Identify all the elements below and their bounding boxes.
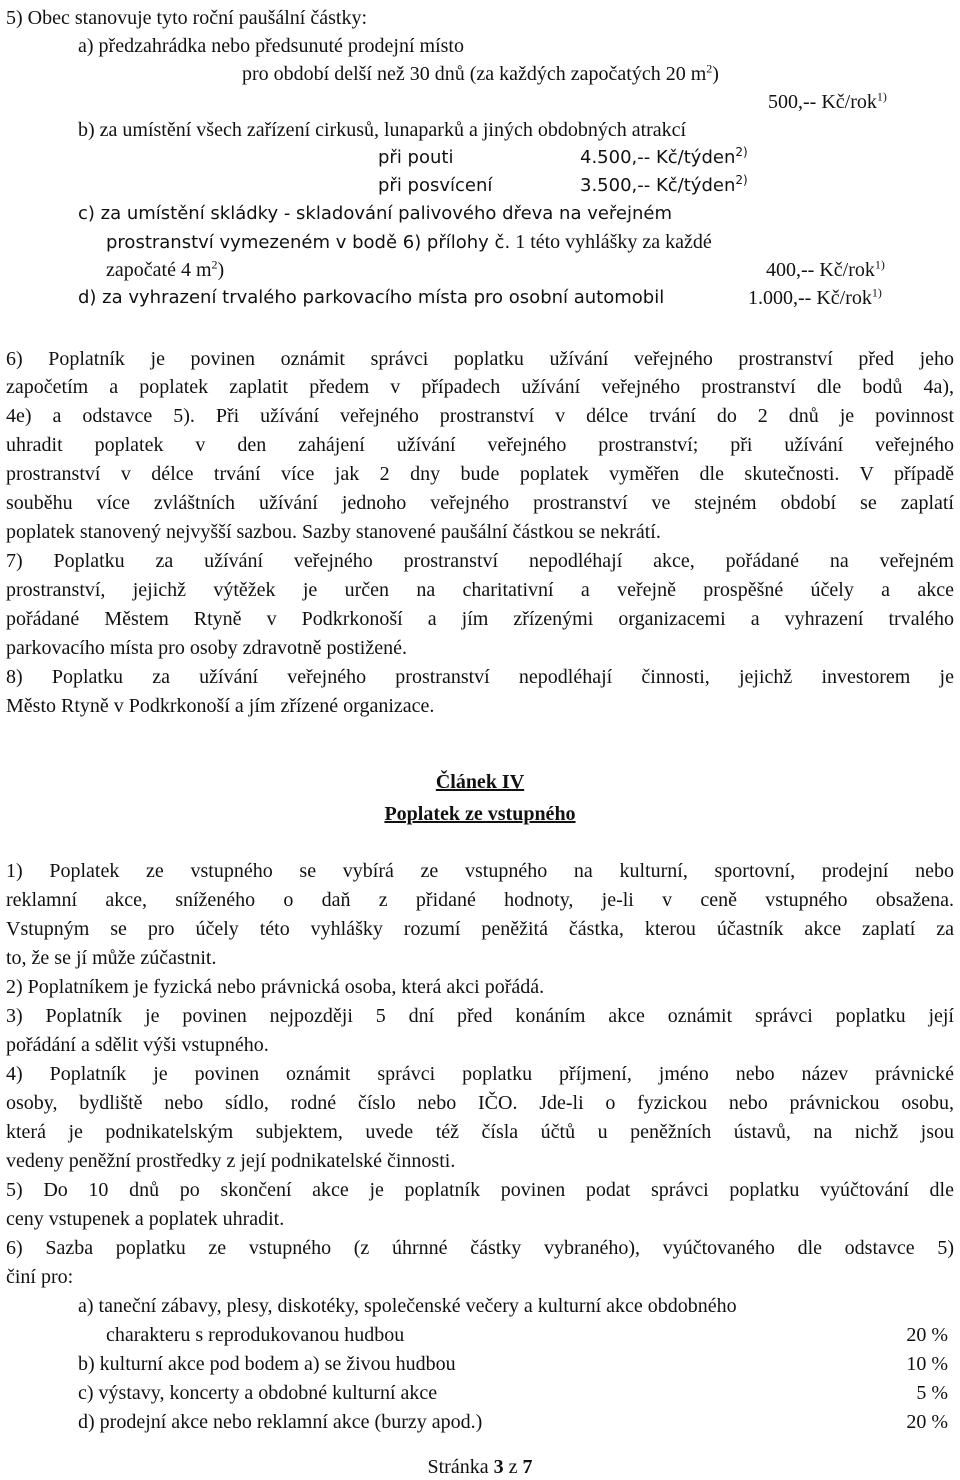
paragraph-line: reklamní akce, sníženého o daň z přidané hodnoty, je-li v ceně vstupného obsažena. xyxy=(6,889,954,911)
rate-b-value: 10 % xyxy=(906,1353,948,1375)
item-c-rate: 400,-- Kč/rok$^{1)}$ xyxy=(766,257,885,281)
item-c-line1: c) za umístění skládky - skladování palivového dřeva na veřejném xyxy=(78,203,673,224)
paragraph-line: 4e) a odstavce 5). Při užívání veřejného prostranství v délce trvání do 2 dnů je povinnost xyxy=(6,405,954,427)
paragraph-line: pořádání a sdělit výši vstupného. xyxy=(6,1034,269,1056)
paragraph-line: ceny vstupenek a poplatek uhradit. xyxy=(6,1208,285,1230)
article-number: Článek IV xyxy=(435,771,525,793)
item-b-pouti-label: při pouti xyxy=(378,147,454,168)
item-c-line2: prostranství vymezeném v bodě 6) přílohy č. 1 této vyhlášky za každé xyxy=(106,231,712,253)
paragraph-line: parkovacího místa pro osoby zdravotně postižené. xyxy=(6,637,407,659)
paragraph-line: která je podnikatelským subjektem, uvede též čísla účtů u peněžních ústavů, na nichž jsou xyxy=(6,1121,954,1143)
item-b-posviceni-label: při posvícení xyxy=(378,175,493,196)
rate-a-value: 20 % xyxy=(906,1324,948,1346)
item-d-rate: 1.000,-- Kč/rok$^{1)}$ xyxy=(748,285,882,309)
paragraph-line: prostranství, jejichž výtěžek je určen na charitativní a veřejně prospěšné účely a akce xyxy=(6,579,954,601)
paragraph-line: prostranství v délce trvání více jak 2 dny bude poplatek vyměřen dle skutečnosti. V případě xyxy=(6,463,954,485)
paragraph-line: Vstupným se pro účely této vyhlášky rozumí peněžitá částka, kterou účastník akce zaplatí za xyxy=(6,918,954,940)
item-b-posviceni-rate: 3.500,-- Kč/týden$^{2)}$ xyxy=(580,173,748,196)
paragraph-line: započetím a poplatek zaplatit předem v případech užívání veřejného prostranství dle bodů 4a), xyxy=(6,376,954,398)
paragraph-line: osoby, bydliště nebo sídlo, rodné číslo nebo IČO. Jde-li o fyzickou nebo právnickou osobu, xyxy=(6,1092,954,1114)
paragraph-line: činí pro: xyxy=(6,1266,74,1288)
item-a-line2: pro období delší než 30 dnů (za každých započatých 20 $m^2$) xyxy=(242,61,719,85)
item-d-line1: d) za vyhrazení trvalého parkovacího místa pro osobní automobil xyxy=(78,287,665,308)
paragraph-line: souběhu více zvláštních užívání jednoho veřejného prostranství ve stejném období se zaplatí xyxy=(6,492,954,514)
paragraph-line: 6) Poplatník je povinen oznámit správci poplatku užívání veřejného prostranství před jeho xyxy=(6,348,954,370)
item-b-line1: b) za umístění všech zařízení cirkusů, lunaparků a jiných obdobných atrakcí xyxy=(78,119,687,141)
item-a-rate: 500,-- Kč/rok$^{1)}$ xyxy=(768,89,887,113)
item-b-pouti-rate: 4.500,-- Kč/týden$^{2)}$ xyxy=(580,145,748,168)
article-title: Poplatek ze vstupného xyxy=(384,803,576,825)
rate-a-line1: a) taneční zábavy, plesy, diskotéky, společenské večery a kulturní akce obdobného xyxy=(78,1295,737,1317)
rate-d-value: 20 % xyxy=(906,1411,948,1433)
paragraph-line: pořádané Městem Rtyně v Podkrkonoší a jím zřízenými organizacemi a vyhrazení trvalého xyxy=(6,608,954,630)
rate-c: c) výstavy, koncerty a obdobné kulturní akce xyxy=(78,1382,438,1404)
paragraph-line: vedeny peněžní prostředky z její podnikatelské činnosti. xyxy=(6,1150,456,1172)
paragraph-line: Město Rtyně v Podkrkonoší a jím zřízené organizace. xyxy=(6,695,435,717)
paragraph-line: 1) Poplatek ze vstupného se vybírá ze vstupného na kulturní, sportovní, prodejní nebo xyxy=(6,860,954,882)
paragraph-line: 3) Poplatník je povinen nejpozději 5 dní před konáním akce oznámit správci poplatku její xyxy=(6,1005,954,1027)
paragraph-line: 5) Do 10 dnů po skončení akce je poplatník povinen podat správci poplatku vyúčtování dle xyxy=(6,1179,954,1201)
page-footer: Stránka 3 z 7 xyxy=(427,1456,533,1478)
paragraph-line: to, že se jí může zúčastnit. xyxy=(6,947,217,969)
paragraph-line: poplatek stanovený nejvyšší sazbou. Sazby stanovené paušální částkou se nekrátí. xyxy=(6,521,661,543)
paragraph-line: 7) Poplatku za užívání veřejného prostranství nepodléhají akce, pořádané na veřejném xyxy=(6,550,954,572)
paragraph-line: 4) Poplatník je povinen oznámit správci poplatku příjmení, jméno nebo název právnické xyxy=(6,1063,954,1085)
rate-b: b) kulturní akce pod bodem a) se živou hudbou xyxy=(78,1353,456,1375)
paragraph-line: 8) Poplatku za užívání veřejného prostranství nepodléhají činnosti, jejichž investorem je xyxy=(6,666,954,688)
item-c-line3: započaté 4 $m^2$) xyxy=(106,257,225,281)
rate-c-value: 5 % xyxy=(916,1382,948,1404)
paragraph-line: uhradit poplatek v den zahájení užívání veřejného prostranství; při užívání veřejného xyxy=(6,434,954,456)
rate-a-line2: charakteru s reprodukovanou hudbou xyxy=(106,1324,405,1346)
rate-d: d) prodejní akce nebo reklamní akce (burzy apod.) xyxy=(78,1411,483,1433)
paragraph-line: 6) Sazba poplatku ze vstupného (z úhrnné částky vybraného), vyúčtovaného dle odstavce 5) xyxy=(6,1237,954,1259)
item-a-line1: a) předzahrádka nebo předsunuté prodejní místo xyxy=(78,35,464,57)
section-5-heading: 5) Obec stanovuje tyto roční paušální částky: xyxy=(6,7,368,29)
paragraph-line: 2) Poplatníkem je fyzická nebo právnická osoba, která akci pořádá. xyxy=(6,976,545,998)
